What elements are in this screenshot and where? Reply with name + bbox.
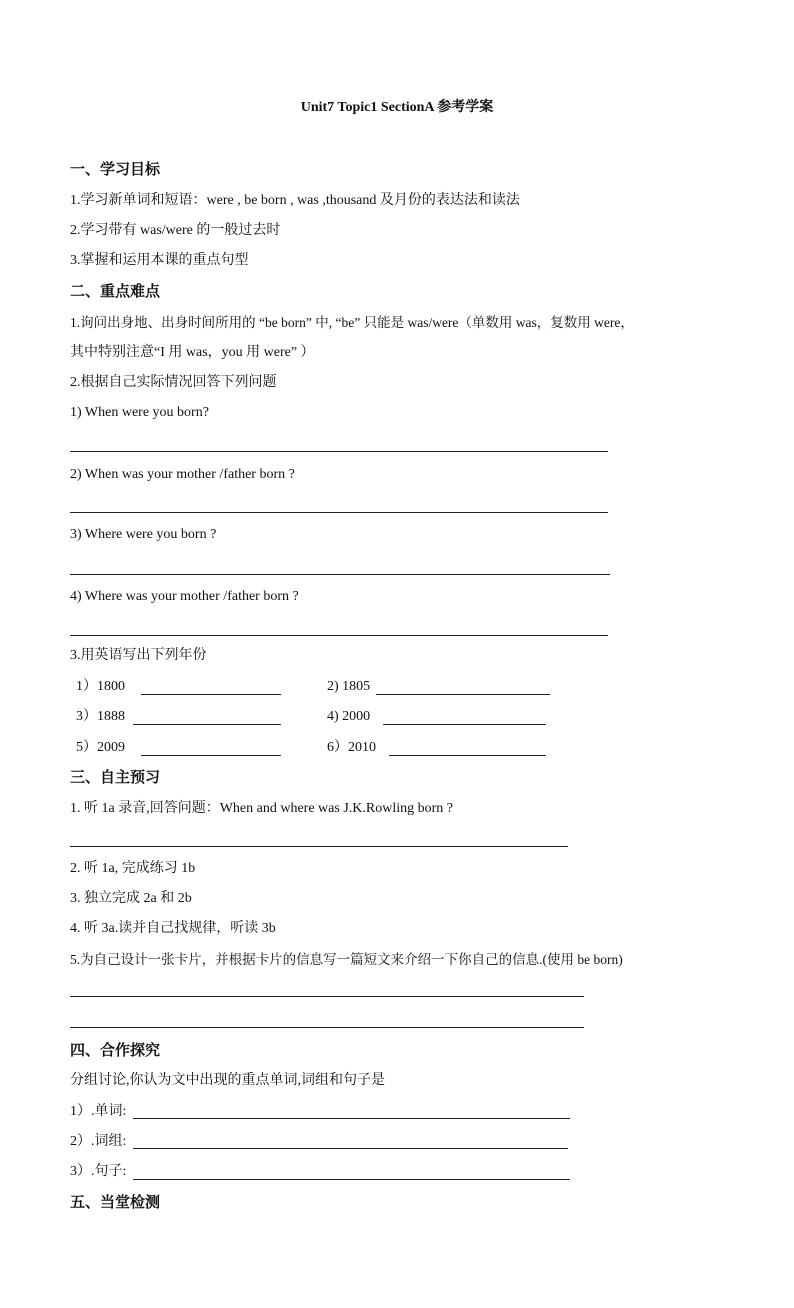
year-answer-line-5[interactable] xyxy=(141,755,281,756)
question-1: 1) When were you born? xyxy=(70,405,209,420)
question-3: 3) Where were you born ? xyxy=(70,527,217,542)
essay-line-1[interactable] xyxy=(70,996,584,997)
year-item-5: 5）2009 xyxy=(76,740,125,755)
section-3-heading: 三、自主预习 xyxy=(70,770,161,786)
answer-line-2[interactable] xyxy=(70,512,608,513)
phrases-answer-line[interactable] xyxy=(133,1148,568,1149)
essay-line-2[interactable] xyxy=(70,1027,584,1028)
year-item-3: 3）1888 xyxy=(76,709,125,724)
section-2-heading: 二、重点难点 xyxy=(70,284,161,300)
answer-line-3[interactable] xyxy=(70,574,610,575)
year-item-4: 4) 2000 xyxy=(327,709,371,724)
question-2: 2) When was your mother /father born ? xyxy=(70,467,295,482)
discussion-item-sentences: 3）.句子: xyxy=(70,1164,127,1179)
discussion-item-phrases: 2）.词组: xyxy=(70,1134,127,1149)
year-answer-line-2[interactable] xyxy=(376,694,550,695)
preview-item-1: 1. 听 1a 录音,回答问题：When and where was J.K.Rowling born ? xyxy=(70,801,453,816)
section-1-heading: 一、学习目标 xyxy=(70,162,161,178)
sentences-answer-line[interactable] xyxy=(133,1179,570,1180)
key-point-1b: 其中特别注意“I 用 was，you 用 were” ） xyxy=(70,345,315,360)
objective-1: 1.学习新单词和短语：were , be born , was ,thousand 及月份的表达法和读法 xyxy=(70,193,520,208)
objective-2: 2.学习带有 was/were 的一般过去时 xyxy=(70,223,281,238)
year-answer-line-3[interactable] xyxy=(133,724,281,725)
preview-item-2: 2. 听 1a, 完成练习 1b xyxy=(70,861,196,876)
objective-3: 3.掌握和运用本课的重点句型 xyxy=(70,253,249,268)
year-item-2: 2) 1805 xyxy=(327,679,371,694)
preview-item-3: 3. 独立完成 2a 和 2b xyxy=(70,891,192,906)
preview-item-4: 4. 听 3a.读并自己找规律，听读 3b xyxy=(70,921,276,936)
section-4-heading: 四、合作探究 xyxy=(70,1043,161,1059)
key-point-2: 2.根据自己实际情况回答下列问题 xyxy=(70,375,277,390)
key-point-3: 3.用英语写出下列年份 xyxy=(70,648,207,663)
question-4: 4) Where was your mother /father born ? xyxy=(70,589,299,604)
discussion-item-words: 1）.单词: xyxy=(70,1104,127,1119)
year-item-1: 1）1800 xyxy=(76,679,125,694)
page-title: Unit7 Topic1 SectionA 参考学案 xyxy=(300,100,494,115)
answer-line-4[interactable] xyxy=(70,635,608,636)
discussion-intro: 分组讨论,你认为文中出现的重点单词,词组和句子是 xyxy=(70,1073,385,1088)
words-answer-line[interactable] xyxy=(133,1118,570,1119)
section-5-heading: 五、当堂检测 xyxy=(70,1195,161,1211)
year-answer-line-6[interactable] xyxy=(389,755,546,756)
answer-line-1[interactable] xyxy=(70,451,608,452)
year-item-6: 6）2010 xyxy=(327,740,376,755)
key-point-1a: 1.询问出身地、出身时间所用的 “be born” 中, “be” 只能是 was/were（单数用 was，复数用 were， xyxy=(70,315,634,330)
preview-item-5: 5.为自己设计一张卡片，并根据卡片的信息写一篇短文来介绍一下你自己的信息.(使用 be born) xyxy=(70,952,623,967)
year-answer-line-4[interactable] xyxy=(383,724,546,725)
preview-answer-line[interactable] xyxy=(70,846,568,847)
year-answer-line-1[interactable] xyxy=(141,694,281,695)
